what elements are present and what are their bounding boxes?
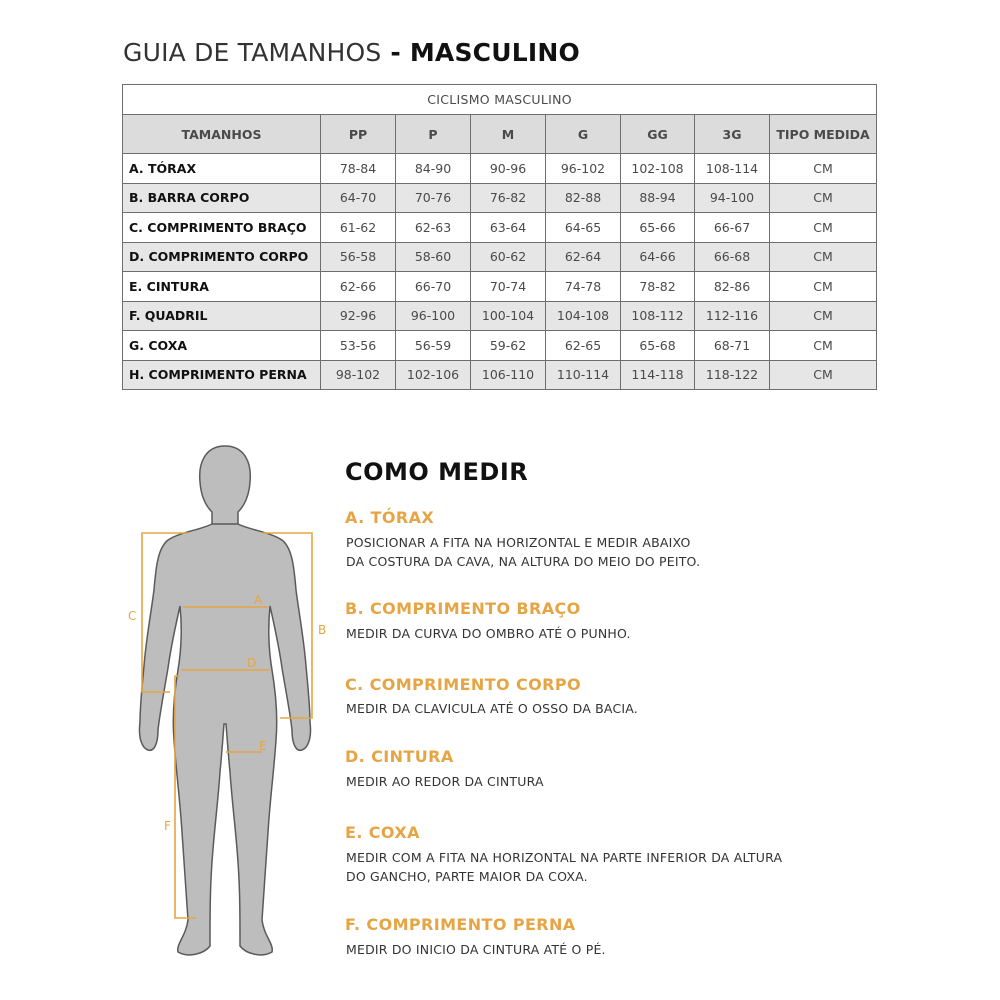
- column-header: PP: [321, 115, 396, 154]
- table-cell: 62-66: [321, 272, 396, 302]
- section-text-coxa: [346, 848, 782, 886]
- column-header: G: [546, 115, 621, 154]
- column-header: GG: [621, 115, 695, 154]
- section-line: MEDIR DO INICIO DA CINTURA ATÉ O PÉ.: [346, 942, 606, 957]
- column-header: TAMANHOS: [123, 115, 321, 154]
- table-caption: CICLISMO MASCULINO: [123, 85, 877, 115]
- section-heading-comprimento-perna: F. COMPRIMENTO PERNA: [345, 915, 576, 934]
- table-cell: 92-96: [321, 301, 396, 331]
- table-cell: 76-82: [471, 183, 546, 213]
- section-text-comprimento-perna: [346, 940, 606, 959]
- row-label: C. COMPRIMENTO BRAÇO: [123, 213, 321, 243]
- table-cell: 106-110: [471, 360, 546, 390]
- table-row: [123, 213, 877, 243]
- table-cell: 56-58: [321, 242, 396, 272]
- unit-cell: CM: [770, 183, 877, 213]
- table-cell: 63-64: [471, 213, 546, 243]
- table-cell: 66-67: [695, 213, 770, 243]
- table-cell: 108-114: [695, 154, 770, 184]
- table-cell: 118-122: [695, 360, 770, 390]
- section-line: MEDIR AO REDOR DA CINTURA: [346, 774, 544, 789]
- label-e: E: [259, 739, 267, 753]
- table-cell: 96-102: [546, 154, 621, 184]
- unit-cell: CM: [770, 154, 877, 184]
- row-label: B. BARRA CORPO: [123, 183, 321, 213]
- column-header: P: [396, 115, 471, 154]
- table-row: [123, 183, 877, 213]
- table-row: [123, 360, 877, 390]
- table-cell: 98-102: [321, 360, 396, 390]
- section-text-cintura: [346, 772, 544, 791]
- body-silhouette: [139, 446, 310, 955]
- column-header: M: [471, 115, 546, 154]
- label-b: B: [318, 623, 327, 637]
- unit-cell: CM: [770, 242, 877, 272]
- unit-cell: CM: [770, 331, 877, 361]
- table-cell: 64-65: [546, 213, 621, 243]
- table-cell: 100-104: [471, 301, 546, 331]
- section-heading-coxa: E. COXA: [345, 823, 420, 842]
- page-title-light: GUIA DE TAMANHOS: [123, 38, 382, 67]
- section-line: MEDIR DA CURVA DO OMBRO ATÉ O PUNHO.: [346, 626, 631, 641]
- table-cell: 62-65: [546, 331, 621, 361]
- table-cell: 88-94: [621, 183, 695, 213]
- table-cell: 59-62: [471, 331, 546, 361]
- page-title-separator: -: [381, 38, 410, 67]
- row-label: G. COXA: [123, 331, 321, 361]
- table-cell: 108-112: [621, 301, 695, 331]
- table-cell: 114-118: [621, 360, 695, 390]
- section-line: DA COSTURA DA CAVA, NA ALTURA DO MEIO DO PEITO.: [346, 554, 701, 569]
- label-f: F: [164, 819, 171, 833]
- section-line: MEDIR COM A FITA NA HORIZONTAL NA PARTE INFERIOR DA ALTURA: [346, 850, 783, 865]
- table-header-row: [123, 115, 877, 154]
- table-cell: 68-71: [695, 331, 770, 361]
- unit-cell: CM: [770, 272, 877, 302]
- table-cell: 94-100: [695, 183, 770, 213]
- table-cell: 102-108: [621, 154, 695, 184]
- table-cell: 64-70: [321, 183, 396, 213]
- section-text-comprimento-corpo: [346, 699, 638, 718]
- table-cell: 104-108: [546, 301, 621, 331]
- table-cell: 61-62: [321, 213, 396, 243]
- unit-cell: CM: [770, 360, 877, 390]
- table-cell: 60-62: [471, 242, 546, 272]
- section-line: DO GANCHO, PARTE MAIOR DA COXA.: [346, 869, 588, 884]
- column-header: TIPO MEDIDA: [770, 115, 877, 154]
- section-heading-cintura: D. CINTURA: [345, 747, 454, 766]
- row-label: E. CINTURA: [123, 272, 321, 302]
- section-heading-torax: A. TÓRAX: [345, 508, 435, 527]
- label-c: C: [128, 609, 137, 623]
- unit-cell: CM: [770, 301, 877, 331]
- table-cell: 84-90: [396, 154, 471, 184]
- table-cell: 82-86: [695, 272, 770, 302]
- table-cell: 64-66: [621, 242, 695, 272]
- page-title: [123, 38, 580, 67]
- table-row: [123, 331, 877, 361]
- section-line: POSICIONAR A FITA NA HORIZONTAL E MEDIR ABAIXO: [346, 535, 691, 550]
- section-text-comprimento-braco: [346, 624, 631, 643]
- table-cell: 78-82: [621, 272, 695, 302]
- table-cell: 70-74: [471, 272, 546, 302]
- table-cell: 112-116: [695, 301, 770, 331]
- table-row: [123, 242, 877, 272]
- table-caption-row: [123, 85, 877, 115]
- table-cell: 66-68: [695, 242, 770, 272]
- section-line: MEDIR DA CLAVICULA ATÉ O OSSO DA BACIA.: [346, 701, 638, 716]
- row-label: F. QUADRIL: [123, 301, 321, 331]
- body-figure: [120, 430, 350, 970]
- table-cell: 58-60: [396, 242, 471, 272]
- row-label: A. TÓRAX: [123, 154, 321, 184]
- page-title-bold: MASCULINO: [409, 38, 580, 67]
- table-cell: 96-100: [396, 301, 471, 331]
- size-table: [122, 84, 877, 390]
- table-cell: 62-64: [546, 242, 621, 272]
- how-to-measure-title: COMO MEDIR: [345, 458, 529, 486]
- unit-cell: CM: [770, 213, 877, 243]
- table-cell: 62-63: [396, 213, 471, 243]
- table-cell: 66-70: [396, 272, 471, 302]
- label-d: D: [247, 656, 257, 670]
- label-a: A: [254, 593, 263, 607]
- row-label: H. COMPRIMENTO PERNA: [123, 360, 321, 390]
- table-cell: 102-106: [396, 360, 471, 390]
- table-cell: 53-56: [321, 331, 396, 361]
- section-heading-comprimento-corpo: C. COMPRIMENTO CORPO: [345, 675, 581, 694]
- table-cell: 74-78: [546, 272, 621, 302]
- row-label: D. COMPRIMENTO CORPO: [123, 242, 321, 272]
- table-cell: 56-59: [396, 331, 471, 361]
- table-cell: 90-96: [471, 154, 546, 184]
- table-cell: 65-68: [621, 331, 695, 361]
- table-cell: 70-76: [396, 183, 471, 213]
- section-heading-comprimento-braco: B. COMPRIMENTO BRAÇO: [345, 599, 581, 618]
- table-row: [123, 272, 877, 302]
- table-cell: 110-114: [546, 360, 621, 390]
- table-row: [123, 301, 877, 331]
- table-cell: 78-84: [321, 154, 396, 184]
- section-text-torax: [346, 533, 700, 571]
- column-header: 3G: [695, 115, 770, 154]
- table-cell: 65-66: [621, 213, 695, 243]
- table-row: [123, 154, 877, 184]
- table-cell: 82-88: [546, 183, 621, 213]
